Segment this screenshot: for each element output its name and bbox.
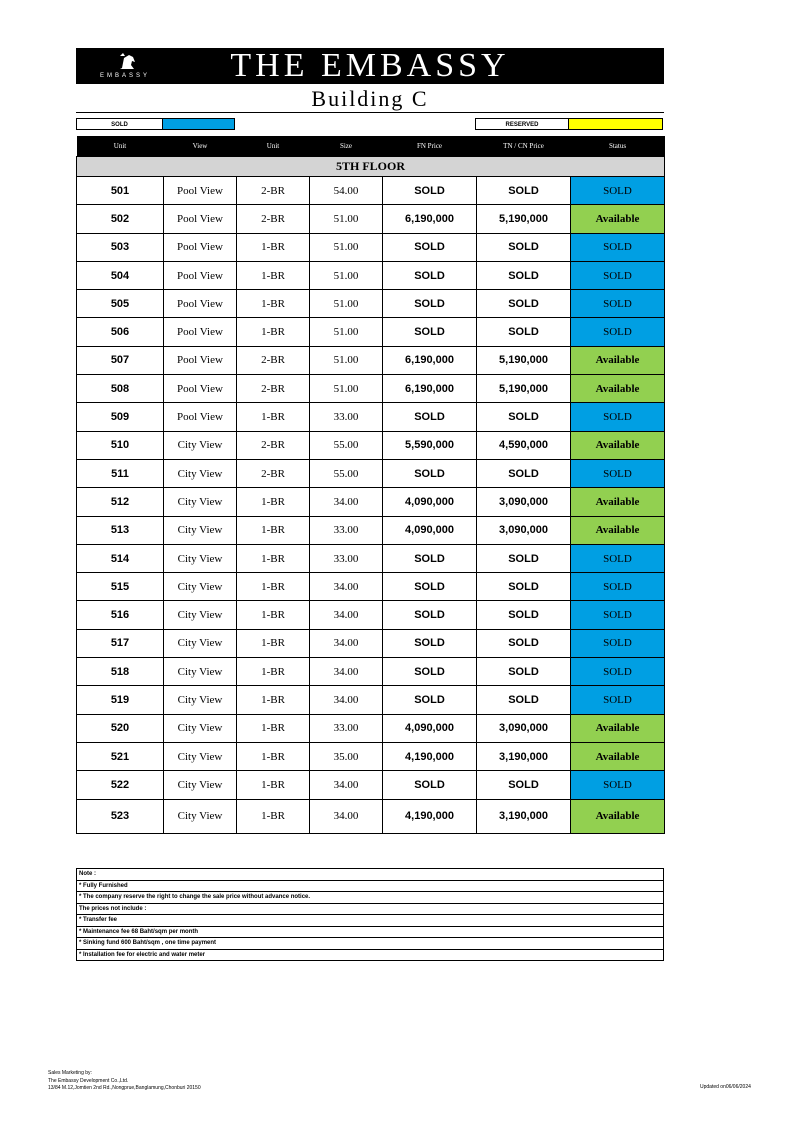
unit-view: City View [164,771,237,799]
fn-price: SOLD [383,629,477,657]
page-title: THE EMBASSY [230,47,510,84]
note-row [77,892,664,904]
table-row [77,346,665,374]
unit-type: 2-BR [237,375,310,403]
unit-number: 504 [77,261,164,289]
table-row [77,544,665,572]
unit-status: SOLD [571,403,665,431]
unit-type: 1-BR [237,771,310,799]
footer-line: The Embassy Development Co.,Ltd. [48,1077,129,1084]
unit-type: 1-BR [237,233,310,261]
tn-price: SOLD [477,658,571,686]
unit-size: 33.00 [310,544,383,572]
unit-size: 51.00 [310,233,383,261]
unit-size: 35.00 [310,742,383,770]
unit-size: 51.00 [310,346,383,374]
table-row [77,233,665,261]
unit-size: 34.00 [310,658,383,686]
note-text: Note : [77,869,664,881]
fn-price: 6,190,000 [383,375,477,403]
unit-size: 33.00 [310,714,383,742]
unit-status: SOLD [571,686,665,714]
unit-type: 1-BR [237,516,310,544]
fn-price: SOLD [383,233,477,261]
unit-status: Available [571,714,665,742]
table-row [77,403,665,431]
unit-view: City View [164,601,237,629]
tn-price: 3,090,000 [477,714,571,742]
unit-view: City View [164,488,237,516]
unit-number: 508 [77,375,164,403]
tn-price: 5,190,000 [477,375,571,403]
unit-number: 521 [77,742,164,770]
unit-view: Pool View [164,403,237,431]
unit-type: 1-BR [237,403,310,431]
table-row [77,771,665,799]
floor-label: 5TH FLOOR [77,157,665,177]
updated-date: Updated on06/06/2024 [700,1084,751,1090]
unit-size: 34.00 [310,488,383,516]
table-row [77,742,665,770]
unit-type: 2-BR [237,205,310,233]
table-header-row [77,136,665,157]
unit-status: Available [571,346,665,374]
col-header-size: Size [310,136,383,157]
note-row [77,880,664,892]
table-row [77,629,665,657]
unit-size: 51.00 [310,290,383,318]
unit-size: 34.00 [310,629,383,657]
tn-price: SOLD [477,601,571,629]
note-row [77,869,664,881]
unit-status: SOLD [571,290,665,318]
fn-price: SOLD [383,573,477,601]
unit-number: 516 [77,601,164,629]
unit-status: SOLD [571,459,665,487]
divider [76,112,664,113]
logo-wordmark: EMBASSY [100,73,151,79]
table-row [77,177,665,205]
unit-status: SOLD [571,177,665,205]
unit-size: 33.00 [310,403,383,431]
unit-type: 1-BR [237,714,310,742]
fn-price: 4,090,000 [383,516,477,544]
note-text: * Installation fee for electric and water meter [77,949,664,961]
unit-size: 54.00 [310,177,383,205]
unit-status: SOLD [571,601,665,629]
unit-size: 34.00 [310,601,383,629]
fn-price: 5,590,000 [383,431,477,459]
unit-size: 34.00 [310,771,383,799]
unit-view: Pool View [164,261,237,289]
unit-size: 34.00 [310,573,383,601]
tn-price: 4,590,000 [477,431,571,459]
note-text: * Fully Furnished [77,880,664,892]
tn-price: SOLD [477,177,571,205]
unit-view: Pool View [164,205,237,233]
unit-type: 2-BR [237,459,310,487]
unit-status: SOLD [571,573,665,601]
unit-number: 505 [77,290,164,318]
unit-status: Available [571,375,665,403]
note-row [77,903,664,915]
footer-contact [48,1070,201,1093]
unit-status: SOLD [571,629,665,657]
unit-size: 55.00 [310,431,383,459]
note-text: The prices not include : [77,903,664,915]
unit-view: City View [164,544,237,572]
legend-reserved-swatch [568,118,663,130]
note-row [77,938,664,950]
unit-view: City View [164,658,237,686]
unit-status: Available [571,431,665,459]
unit-number: 502 [77,205,164,233]
table-row [77,261,665,289]
unit-view: City View [164,431,237,459]
unit-status: SOLD [571,771,665,799]
unit-number: 515 [77,573,164,601]
unit-size: 51.00 [310,261,383,289]
unit-view: Pool View [164,375,237,403]
unit-number: 519 [77,686,164,714]
footer-line: 13/84 M.12,Jomtien 2nd Rd.,Nongprue,Banglamung,Chonburi 20150 [48,1085,201,1091]
unit-type: 1-BR [237,544,310,572]
fn-price: 4,090,000 [383,488,477,516]
unit-number: 514 [77,544,164,572]
fn-price: 6,190,000 [383,205,477,233]
fn-price: SOLD [383,459,477,487]
unit-view: Pool View [164,290,237,318]
tn-price: 3,190,000 [477,799,571,833]
header-banner [76,48,664,84]
unit-view: City View [164,742,237,770]
tn-price: 3,090,000 [477,488,571,516]
note-text: * Sinking fund 600 Baht/sqm , one time payment [77,938,664,950]
unit-size: 51.00 [310,205,383,233]
unit-number: 518 [77,658,164,686]
col-header-unit: Unit [77,136,164,157]
building-subtitle: Building C [311,86,429,111]
unit-type: 1-BR [237,601,310,629]
unit-type: 1-BR [237,488,310,516]
unit-price-table [76,136,665,834]
unit-type: 1-BR [237,573,310,601]
unit-status: Available [571,742,665,770]
table-row [77,375,665,403]
table-row [77,573,665,601]
unit-type: 1-BR [237,629,310,657]
tn-price: SOLD [477,290,571,318]
notes-table [76,868,664,961]
fn-price: SOLD [383,686,477,714]
tn-price: 3,090,000 [477,516,571,544]
tn-price: SOLD [477,629,571,657]
unit-type: 1-BR [237,799,310,833]
unit-status: Available [571,488,665,516]
col-header-fn-price: FN Price [383,136,477,157]
tn-price: SOLD [477,261,571,289]
unit-number: 522 [77,771,164,799]
tn-price: 5,190,000 [477,346,571,374]
tn-price: SOLD [477,544,571,572]
fn-price: 4,190,000 [383,799,477,833]
fn-price: SOLD [383,544,477,572]
table-row [77,431,665,459]
table-row [77,516,665,544]
table-row [77,488,665,516]
table-row [77,601,665,629]
floor-header-row [77,157,665,177]
unit-type: 1-BR [237,290,310,318]
table-row [77,799,665,833]
unit-view: Pool View [164,346,237,374]
note-row [77,915,664,927]
table-row [77,686,665,714]
tn-price: 5,190,000 [477,205,571,233]
unit-type: 2-BR [237,346,310,374]
table-row [77,205,665,233]
unit-size: 34.00 [310,799,383,833]
unit-type: 1-BR [237,261,310,289]
unit-view: Pool View [164,233,237,261]
unit-size: 51.00 [310,318,383,346]
tn-price: SOLD [477,573,571,601]
table-row [77,318,665,346]
legend-sold-label: SOLD [76,118,163,130]
note-text: * Maintenance fee 68 Baht/sqm per month [77,926,664,938]
table-row [77,459,665,487]
legend-reserved-label: RESERVED [475,118,569,130]
unit-view: City View [164,459,237,487]
unit-status: SOLD [571,261,665,289]
unit-type: 1-BR [237,686,310,714]
unit-view: City View [164,629,237,657]
unit-view: City View [164,799,237,833]
footer-line: Sales Marketing by: [48,1070,92,1076]
unit-view: Pool View [164,318,237,346]
unit-size: 34.00 [310,686,383,714]
fn-price: 4,190,000 [383,742,477,770]
tn-price: SOLD [477,686,571,714]
unit-number: 507 [77,346,164,374]
unit-size: 33.00 [310,516,383,544]
unit-view: City View [164,516,237,544]
unit-number: 513 [77,516,164,544]
tn-price: SOLD [477,771,571,799]
unit-number: 520 [77,714,164,742]
note-row [77,949,664,961]
unit-view: City View [164,686,237,714]
tn-price: 3,190,000 [477,742,571,770]
tn-price: SOLD [477,233,571,261]
fn-price: SOLD [383,261,477,289]
tn-price: SOLD [477,318,571,346]
table-row [77,714,665,742]
note-text: * The company reserve the right to change the sale price without advance notice. [77,892,664,904]
fn-price: SOLD [383,177,477,205]
fn-price: 4,090,000 [383,714,477,742]
unit-number: 511 [77,459,164,487]
unit-status: Available [571,516,665,544]
table-row [77,658,665,686]
col-header-view: View [164,136,237,157]
fn-price: 6,190,000 [383,346,477,374]
unit-number: 509 [77,403,164,431]
note-text: * Transfer fee [77,915,664,927]
unit-status: SOLD [571,233,665,261]
unit-type: 1-BR [237,742,310,770]
unit-number: 512 [77,488,164,516]
fn-price: SOLD [383,601,477,629]
unit-view: City View [164,714,237,742]
unit-number: 503 [77,233,164,261]
tn-price: SOLD [477,403,571,431]
col-header-status: Status [571,136,665,157]
table-row [77,290,665,318]
unit-status: Available [571,799,665,833]
unit-number: 501 [77,177,164,205]
col-header-unit-type: Unit [237,136,310,157]
fn-price: SOLD [383,771,477,799]
unit-status: SOLD [571,318,665,346]
unit-type: 2-BR [237,431,310,459]
fn-price: SOLD [383,290,477,318]
unit-status: SOLD [571,658,665,686]
unit-size: 55.00 [310,459,383,487]
unit-type: 1-BR [237,658,310,686]
unit-status: Available [571,205,665,233]
unit-number: 523 [77,799,164,833]
fn-price: SOLD [383,658,477,686]
unit-type: 1-BR [237,318,310,346]
unit-view: City View [164,573,237,601]
unit-number: 506 [77,318,164,346]
unit-view: Pool View [164,177,237,205]
legend-sold-swatch [162,118,235,130]
note-row [77,926,664,938]
col-header-tn-price: TN / CN Price [477,136,571,157]
unit-number: 517 [77,629,164,657]
unit-size: 51.00 [310,375,383,403]
tn-price: SOLD [477,459,571,487]
fn-price: SOLD [383,403,477,431]
unit-type: 2-BR [237,177,310,205]
unit-number: 510 [77,431,164,459]
fn-price: SOLD [383,318,477,346]
unit-status: SOLD [571,544,665,572]
